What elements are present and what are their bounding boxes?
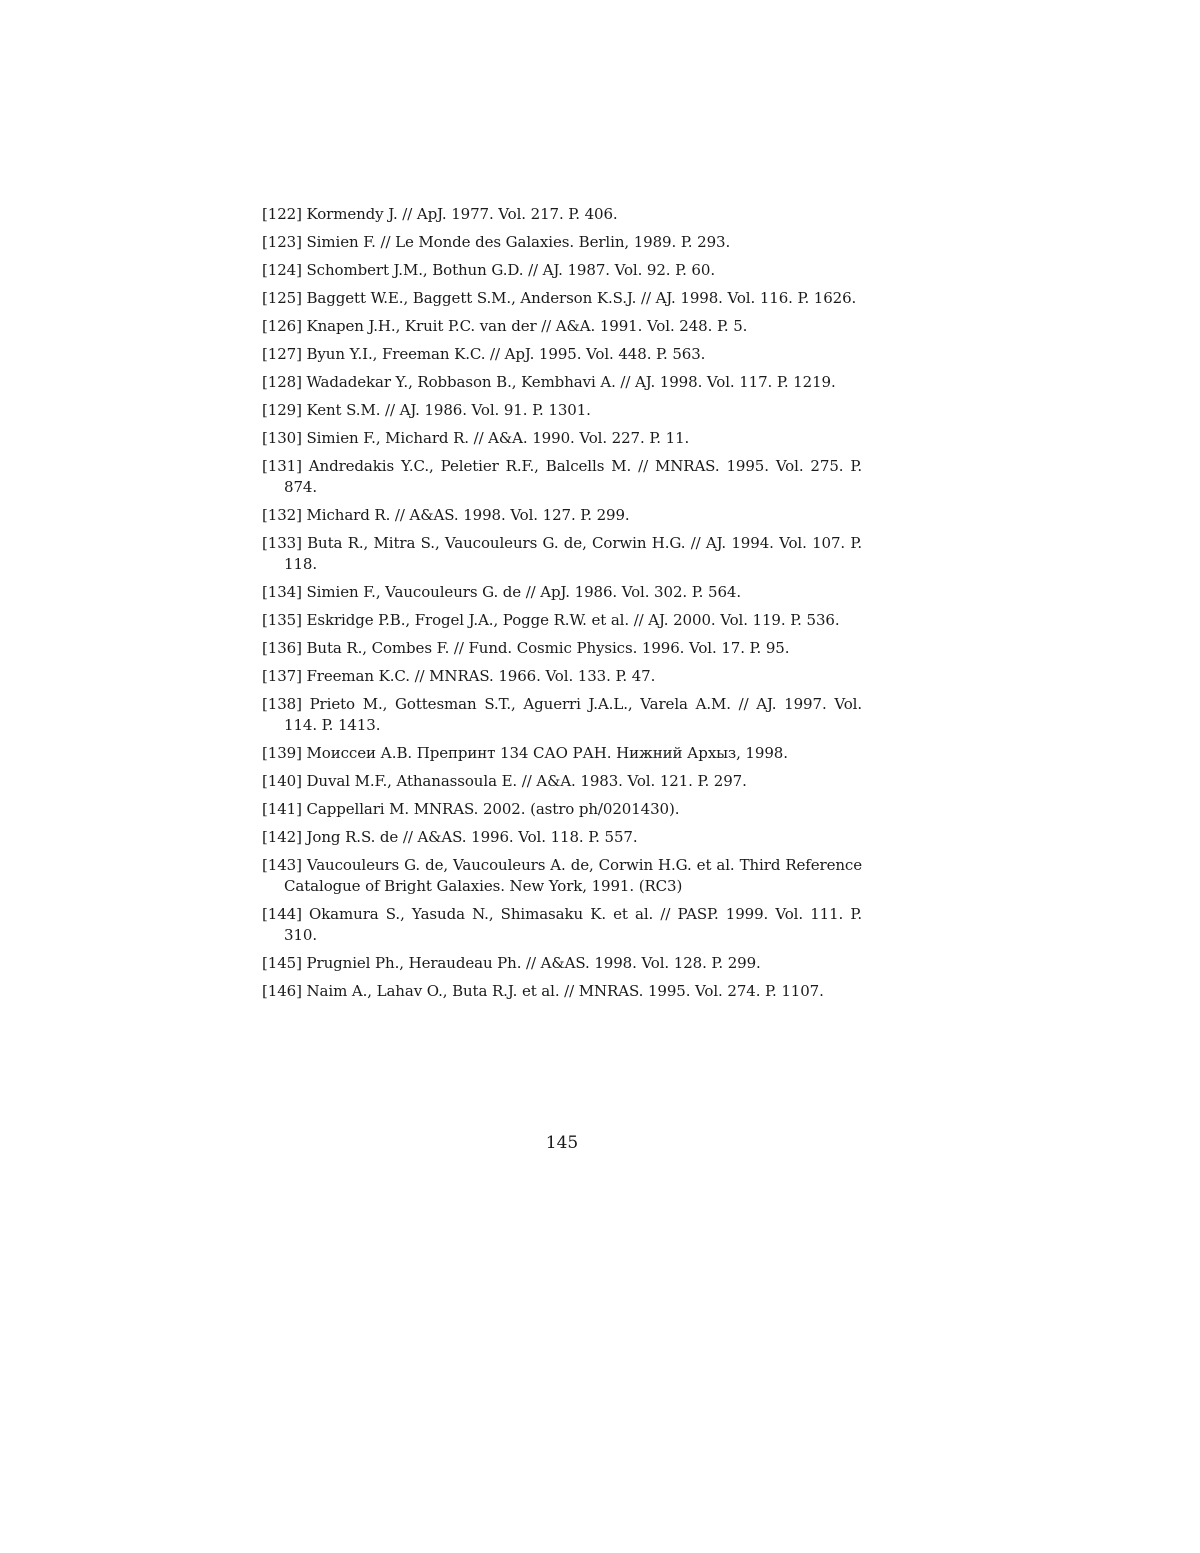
reference-item: [139] Моиссеи А.В. Препринт 134 САО РАН. Нижний Архыз, 1998. — [262, 744, 788, 762]
reference-item: [131] Andredakis Y.C., Peletier R.F., Balcells M. // MNRAS. 1995. Vol. 275. P. 874. — [262, 457, 862, 496]
reference-item: [134] Simien F., Vaucouleurs G. de // ApJ. 1986. Vol. 302. P. 564. — [262, 583, 742, 601]
reference-item: [142] Jong R.S. de // A&AS. 1996. Vol. 118. P. 557. — [262, 828, 638, 846]
reference-item: [130] Simien F., Michard R. // A&A. 1990. Vol. 227. P. 11. — [262, 429, 690, 447]
reference-item: [145] Prugniel Ph., Heraudeau Ph. // A&AS. 1998. Vol. 128. P. 299. — [262, 954, 761, 972]
reference-item: [135] Eskridge P.B., Frogel J.A., Pogge R.W. et al. // AJ. 2000. Vol. 119. P. 536. — [262, 611, 840, 629]
reference-item: [140] Duval M.F., Athanassoula E. // A&A. 1983. Vol. 121. P. 297. — [262, 772, 747, 790]
reference-item: [136] Buta R., Combes F. // Fund. Cosmic Physics. 1996. Vol. 17. P. 95. — [262, 639, 790, 657]
reference-item: [126] Knapen J.H., Kruit P.C. van der // A&A. 1991. Vol. 248. P. 5. — [262, 317, 748, 335]
reference-item: [144] Okamura S., Yasuda N., Shimasaku K. et al. // PASP. 1999. Vol. 111. P. 310. — [262, 905, 862, 944]
page-number: 145 — [545, 1133, 579, 1153]
reference-item: [138] Prieto M., Gottesman S.T., Aguerri J.A.L., Varela A.M. // AJ. 1997. Vol. 114. P. 1413. — [262, 695, 862, 734]
reference-item: [143] Vaucouleurs G. de, Vaucouleurs A. de, Corwin H.G. et al. Third Reference Catalogue of Bright Galaxies. New York, 1991. (RC3) — [262, 856, 862, 895]
reference-item: [122] Kormendy J. // ApJ. 1977. Vol. 217. P. 406. — [262, 205, 618, 223]
reference-item: [132] Michard R. // A&AS. 1998. Vol. 127. P. 299. — [262, 506, 630, 524]
reference-item: [146] Naim A., Lahav O., Buta R.J. et al. // MNRAS. 1995. Vol. 274. P. 1107. — [262, 982, 824, 1000]
reference-item: [123] Simien F. // Le Monde des Galaxies. Berlin, 1989. P. 293. — [262, 233, 731, 251]
reference-item: [125] Baggett W.E., Baggett S.M., Anderson K.S.J. // AJ. 1998. Vol. 116. P. 1626. — [262, 289, 857, 307]
reference-item: [127] Byun Y.I., Freeman K.C. // ApJ. 1995. Vol. 448. P. 563. — [262, 345, 706, 363]
reference-list — [262, 204, 862, 1009]
reference-item: [128] Wadadekar Y., Robbason B., Kembhavi A. // AJ. 1998. Vol. 117. P. 1219. — [262, 373, 836, 391]
reference-item: [133] Buta R., Mitra S., Vaucouleurs G. de, Corwin H.G. // AJ. 1994. Vol. 107. P. 118. — [262, 534, 862, 573]
reference-item: [137] Freeman K.C. // MNRAS. 1966. Vol. 133. P. 47. — [262, 667, 656, 685]
reference-item: [141] Cappellari M. MNRAS. 2002. (astro ph/0201430). — [262, 800, 680, 818]
reference-item: [124] Schombert J.M., Bothun G.D. // AJ. 1987. Vol. 92. P. 60. — [262, 261, 715, 279]
reference-item: [129] Kent S.M. // AJ. 1986. Vol. 91. P. 1301. — [262, 401, 591, 419]
